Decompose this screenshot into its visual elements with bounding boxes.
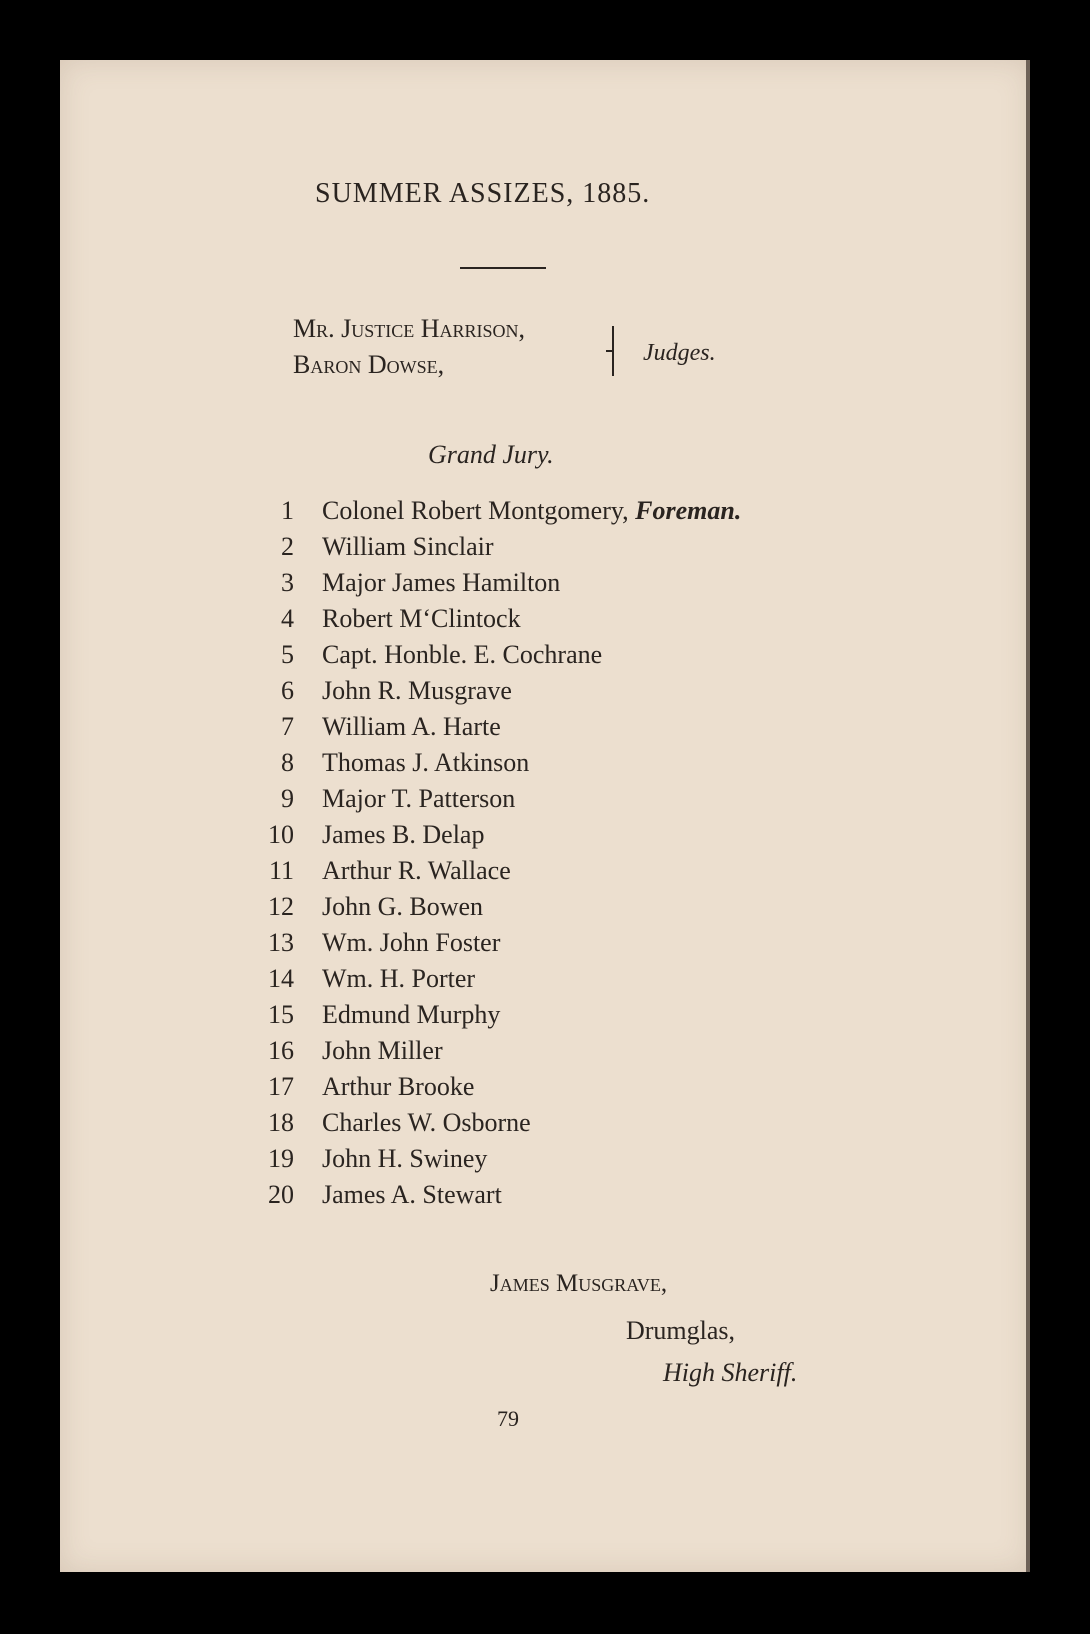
juror-name-text: William A. Harte: [322, 712, 501, 741]
juror-name: [322, 1177, 502, 1213]
juror-name-text: Arthur R. Wallace: [322, 856, 511, 885]
juror-name: [322, 817, 484, 853]
judges-brace: [612, 326, 624, 376]
juror-name: [322, 1141, 487, 1177]
juror-number: 16: [268, 1036, 294, 1065]
juror-name-text: Wm. H. Porter: [322, 964, 476, 993]
juror-name-text: James A. Stewart: [322, 1180, 502, 1209]
juror-name: [322, 673, 512, 709]
juror-number: 7: [281, 712, 294, 741]
page-heading: SUMMER ASSIZES, 1885.: [315, 178, 651, 209]
juror-name: [322, 709, 501, 745]
juror-name: [322, 565, 560, 601]
juror-name-text: Charles W. Osborne: [322, 1108, 531, 1137]
juror-name-text: Capt. Honble. E. Cochrane: [322, 640, 603, 669]
juror-name-text: Major T. Patterson: [322, 784, 516, 813]
juror-name-text: Major James Hamilton: [322, 568, 561, 597]
judge-dowse: Baron Dowse,: [293, 350, 445, 379]
juror-name: [322, 1033, 443, 1069]
juror-name-text: John R. Musgrave: [322, 676, 512, 705]
juror-name: [322, 853, 511, 889]
sheriff-place: Drumglas,: [626, 1316, 736, 1345]
grand-jury-heading: Grand Jury.: [428, 440, 554, 469]
juror-number: 12: [268, 892, 294, 921]
juror-number: 15: [268, 1000, 294, 1029]
juror-number: 2: [281, 532, 294, 561]
juror-name-text: Thomas J. Atkinson: [322, 748, 530, 777]
sheriff-name: James Musgrave,: [490, 1270, 668, 1297]
juror-name-text: John Miller: [322, 1036, 443, 1065]
juror-number: 19: [268, 1144, 294, 1173]
page-number: 79: [497, 1406, 519, 1431]
juror-name: [322, 637, 602, 673]
juror-name-text: Robert M‘Clintock: [322, 604, 521, 633]
juror-name: [322, 997, 500, 1033]
juror-name-text: James B. Delap: [322, 820, 485, 849]
juror-name: [322, 961, 475, 997]
juror-number: 13: [268, 928, 294, 957]
juror-name: [322, 889, 483, 925]
juror-number: 5: [281, 640, 294, 669]
juror-name-text: Colonel Robert Montgomery,: [322, 496, 629, 525]
judges-label: Judges.: [643, 340, 716, 366]
juror-number: 8: [281, 748, 294, 777]
juror-number: 9: [281, 784, 294, 813]
juror-name: [322, 925, 500, 961]
sheriff-title: High Sheriff.: [663, 1358, 798, 1387]
juror-number: 1: [281, 496, 294, 525]
juror-number: 4: [281, 604, 294, 633]
juror-name: [322, 745, 529, 781]
juror-name: [322, 529, 494, 565]
juror-name-text: Edmund Murphy: [322, 1000, 501, 1029]
juror-name: [322, 493, 741, 529]
juror-number: 14: [268, 964, 294, 993]
juror-name-text: John G. Bowen: [322, 892, 484, 921]
juror-name-text: William Sinclair: [322, 532, 494, 561]
juror-name-text: Arthur Brooke: [322, 1072, 475, 1101]
juror-name: [322, 781, 515, 817]
juror-number: 20: [268, 1180, 294, 1209]
juror-role: Foreman.: [635, 496, 742, 525]
juror-name: [322, 1069, 474, 1105]
divider-rule: [460, 267, 546, 269]
juror-number: 3: [281, 568, 294, 597]
juror-number: 17: [268, 1072, 294, 1101]
juror-number: 6: [281, 676, 294, 705]
book-page: [60, 60, 1030, 1572]
judge-harrison: Mr. Justice Harrison,: [293, 314, 526, 343]
juror-name: [322, 601, 521, 637]
juror-name: [322, 1105, 531, 1141]
juror-number: 11: [268, 856, 294, 885]
juror-number: 10: [268, 820, 294, 849]
juror-number: 18: [268, 1108, 294, 1137]
juror-name-text: Wm. John Foster: [322, 928, 501, 957]
juror-name-text: John H. Swiney: [322, 1144, 488, 1173]
